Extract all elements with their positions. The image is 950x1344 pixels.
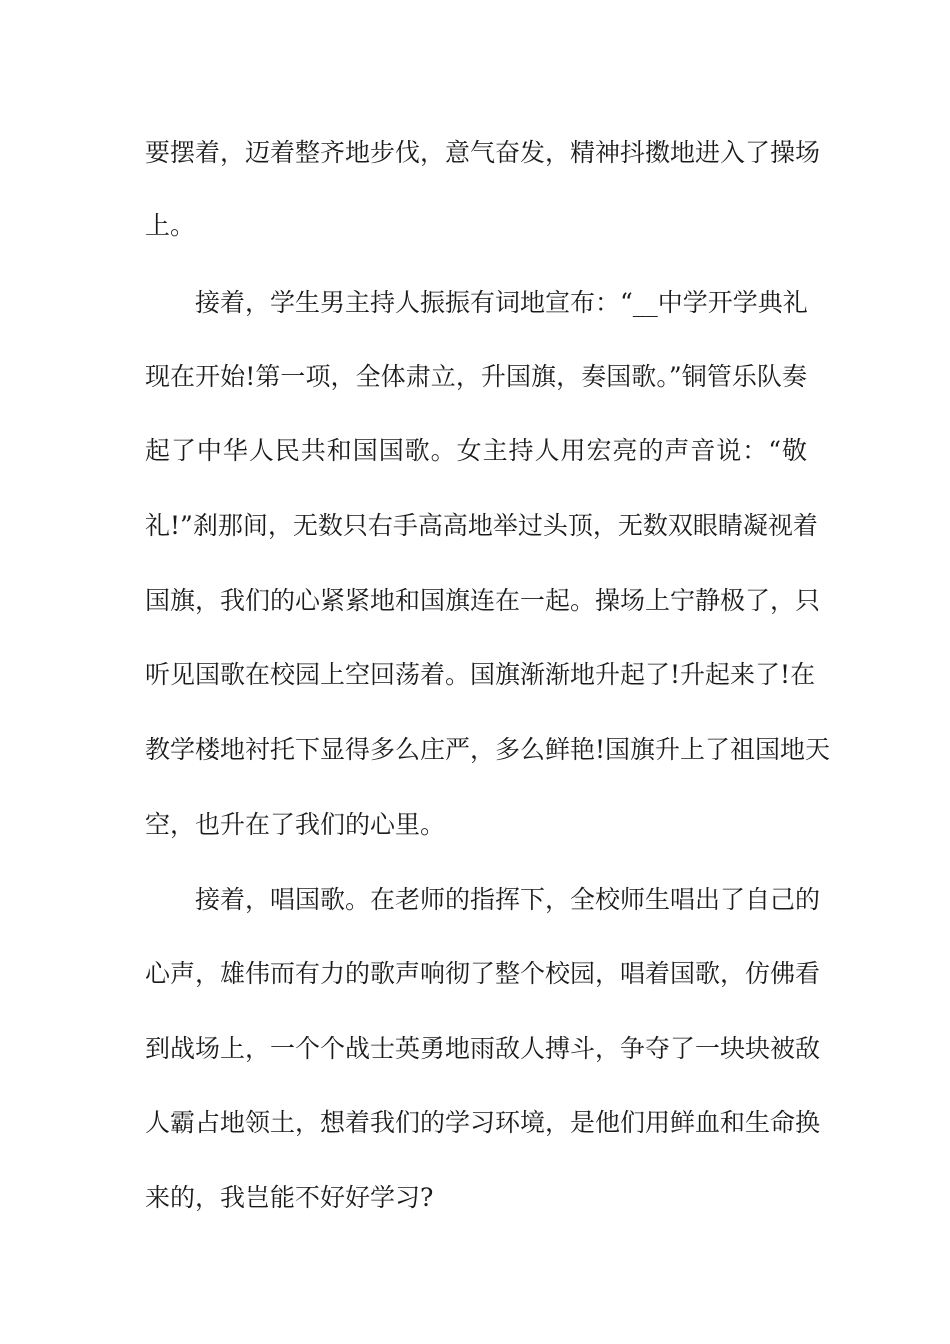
text-line: 国旗，我们的心紧紧地和国旗连在一起。操场上宁静极了，只 <box>145 586 821 615</box>
text-line: 现在开始!第一项，全体肃立，升国旗，奏国歌。”铜管乐队奏 <box>145 362 807 391</box>
text-line: 上。 <box>145 211 196 240</box>
paragraph-first-line: 接着，学生男主持人振振有词地宣布：“__中学开学典礼 <box>195 288 808 317</box>
text-line: 到战场上，一个个战士英勇地雨敌人搏斗，争夺了一块块被敌 <box>145 1034 821 1063</box>
text-line: 听见国歌在校园上空回荡着。国旗渐渐地升起了!升起来了!在 <box>145 660 816 689</box>
text-line: 要摆着，迈着整齐地步伐，意气奋发，精神抖擞地进入了操场 <box>145 138 821 167</box>
text-line: 教学楼地衬托下显得多么庄严，多么鲜艳!国旗升上了祖国地天 <box>145 735 831 764</box>
text-line: 来的，我岂能不好好学习? <box>145 1183 434 1212</box>
text-line: 礼!”刹那间，无数只右手高高地举过头顶，无数双眼睛凝视着 <box>145 511 818 540</box>
text-line: 空，也升在了我们的心里。 <box>145 810 446 839</box>
text-line: 心声，雄伟而有力的歌声响彻了整个校园，唱着国歌，仿佛看 <box>145 959 821 988</box>
text-line: 人霸占地领土，想着我们的学习环境，是他们用鲜血和生命换 <box>145 1108 821 1137</box>
paragraph-first-line: 接着，唱国歌。在老师的指挥下，全校师生唱出了自己的 <box>195 885 821 914</box>
text-line: 起了中华人民共和国国歌。女主持人用宏亮的声音说：“敬 <box>145 436 807 465</box>
